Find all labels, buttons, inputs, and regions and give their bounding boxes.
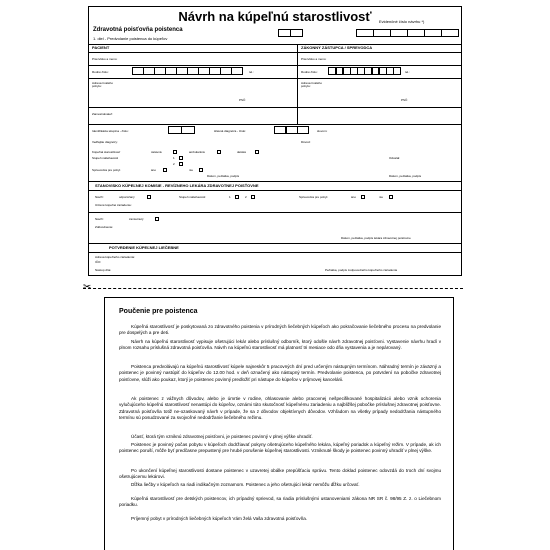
companion-ano-checkbox[interactable] — [163, 168, 167, 172]
diag-secondary-label: Hlavná diagnóza - číslo: — [214, 129, 247, 133]
companion-label: Sprievodca pre pobyt — [92, 168, 121, 172]
care-type-label: Kúpeľná starostlivosť — [92, 150, 121, 154]
patient-name-label: Priezvisko a meno: — [92, 57, 118, 61]
urg-confirm-label: Stupeň naliehavosti: — [179, 195, 207, 199]
ustavna-checkbox[interactable] — [173, 150, 177, 154]
insurer-label: Zdravotná poisťovňa poistenca — [93, 27, 183, 33]
urg-c1-label: 1 — [229, 195, 231, 199]
opt-zamietnuty-label: zamietnutý — [129, 217, 144, 221]
patient-psc-label: PSČ: — [239, 98, 247, 102]
date-sign-commission: Dátum, pečiatka, podpis lekára zdravotnej poisťovne — [341, 236, 411, 240]
part-label: 1. diel - Predvolanie poistenca do kúpeľov — [93, 36, 168, 41]
instructions-paragraph: Poistenec je povinný počas pobytu v kúpeľoch dodržiavať pokyny ošetrujúceho kúpeľného lekára, kúpeľný poriadok a kúpeľný režim. V prípade, ak ich poistenec poruší, môže byť predčasne prepustený pre hrubé porušenie kúpeľnej starostlivosti. Vzniknuté škody je poistenec povinný uhradiť v plnej výške. — [119, 442, 441, 454]
scissors-icon: ✂ — [83, 282, 92, 293]
urgency-1-checkbox[interactable] — [179, 156, 183, 160]
instructions-paragraph: Návrh na kúpeľnú starostlivosť vypisuje ošetrujúci lekár alebo príslušný odborník, ktorý odošle návrh zdravotnej poisťovni. Vystavenie návrhu hradí v plnom rozsahu príslušná zdravotná poisťovňa. Návrh na kúpeľnú starostlivosť má platnosť tri mesiace odo dňa vystavenia a je nepárovaný. — [119, 339, 441, 351]
instructions-paragraph: Kúpeľná starostlivosť pre detských poistencov, ich prípadný sprievod, sa riadia príslušnými ustanoveniami zákona NR SR č. 98/95 Z. z. o Liečebnom poriadku. — [119, 496, 441, 508]
patient-tel-label: tel.: — [249, 70, 254, 74]
ambulantna-checkbox[interactable] — [217, 150, 221, 154]
opt-ambulantna-label: ambulantná — [189, 150, 205, 154]
opt-odporucany-label: odporúčaný — [119, 195, 135, 199]
diag-main-cells[interactable] — [169, 126, 195, 134]
urgency-2-checkbox[interactable] — [179, 162, 183, 166]
urg-c2-checkbox[interactable] — [251, 195, 255, 199]
spa-facility-label: Určené kúpeľné zariadenie: — [95, 203, 132, 207]
companion-confirm-ano-checkbox[interactable] — [361, 195, 365, 199]
zamietnuty-checkbox[interactable] — [155, 217, 159, 221]
spa-proposal-form — [88, 6, 462, 276]
instructions-paragraph: Príjemný pobyt v prírodných liečebných kúpeľoch Vám želá Vaša zdravotná poisťovňa. — [131, 516, 308, 521]
instructions-paragraph: Ak poistenec z vážnych dôvodov, alebo je úmrtie v rodine, ohlasovanie alebo pracovnej nešpecifikované hospitalizácii alebo vznik ochorenia vylučujúceho kúpeľnú starostlivosť nenastúpi do kúpeľov, oznámi túto skutočnosť kúpeľnému zariadeniu a najbližšej pobočke príslušnej zdravotnej poisťovne. Zdravotná poisťovňa totiž ne-ozaskovaný návrh v prípade, že sa z dôvodov objektívnych dôvodov. Vzhľadom na všetky prípady nedodržania nástupného termínu sú posudzované za svojvoľné nedodržanie liečebného režimu. — [119, 396, 441, 421]
companion-confirm-ano-label: áno — [351, 195, 357, 199]
proposal-label: Návrh: — [95, 217, 104, 221]
date-sign-spa: Pečiatka, podpis zodpovedného kúpeľného zariadenia — [325, 268, 398, 272]
patient-birth-label: Rodné číslo: — [92, 70, 109, 74]
patient-header: PACIENT — [92, 45, 110, 50]
companion-confirm-nie-checkbox[interactable] — [389, 195, 393, 199]
diag-secondary-cells[interactable] — [275, 126, 309, 134]
companion-nie-checkbox[interactable] — [199, 168, 203, 172]
instructions-paragraph: Kúpeľná starostlivosť je poskytovaná zo zdravotného poistenia v prírodných liečebných kúpeľoch ako pokračovanie liečebného procesu na predvolanie pre dospelých a pre deti. — [119, 324, 441, 336]
date-sign-label-1: Dátum, pečiatka, podpis — [207, 174, 240, 178]
instructions-paragraph: Dĺžka liečby v kúpeľoch sa riadi indikačným zoznamom. Poistenec a jeho ošetrujúci lekár nemôžu dĺžku určovať. — [131, 482, 360, 487]
entry-label: Nástup dňa: — [95, 268, 112, 272]
urgency-1-label: 1 — [173, 156, 175, 160]
guardian-tel-label: tel.: — [405, 70, 410, 74]
guardian-psc-label: PSČ: — [401, 98, 409, 102]
employer-label: Zamestnávateľ: — [92, 112, 113, 116]
date-sign-label-2: Dátum, pečiatka, podpis — [389, 174, 422, 178]
diag-text-label: slovom: — [317, 129, 328, 133]
instructions-title: Poučenie pre poistenca — [119, 308, 198, 315]
companion-nie-label: nie — [189, 168, 194, 172]
diag-main-label: Identifikácia skupina - číslo: — [92, 129, 129, 133]
sent-label: Odoslal: — [389, 156, 401, 160]
evidence-number-cells[interactable] — [357, 29, 459, 37]
insurer-code-cells[interactable] — [279, 29, 303, 37]
confirm-header: POTVRDENIE KÚPEĽNEJ LIEČEBNE — [109, 245, 179, 250]
detska-checkbox[interactable] — [255, 150, 259, 154]
opt-ustavna-label: ústavná — [151, 150, 162, 154]
companion-confirm-nie-label: nie — [379, 195, 384, 199]
attached-label: Vedľajšie diagnózy: — [92, 140, 118, 144]
evidence-label: Evidenčné číslo návrhu *) — [379, 19, 425, 24]
urg-c2-label: 2 — [245, 195, 247, 199]
guardian-address-label: Adresa trvalého pobytu: — [301, 81, 323, 88]
urg-c1-checkbox[interactable] — [235, 195, 239, 199]
urgency-label: Stupeň naliehavosti — [92, 156, 119, 160]
companion-ano-label: áno — [151, 168, 157, 172]
ico-label: IČO: — [95, 260, 102, 264]
companion-confirm-label: Sprievodca pre pobyt: — [299, 195, 329, 199]
reasoning-label: Zdôvodnenie: — [95, 225, 114, 229]
urgency-2-label: 2 — [173, 162, 175, 166]
opinion-label: Návrh: — [95, 195, 104, 199]
instructions-paragraph: Účasť, ktorá tým vzniknú zdravotnej poisťovni, je poistenec povinný v plnej výške uhradiť. — [131, 434, 313, 439]
opt-detska-label: detská — [237, 150, 246, 154]
form-title: Návrh na kúpeľnú starostlivosť — [178, 9, 372, 24]
cut-line — [83, 288, 463, 289]
patient-birth-cells[interactable] — [133, 67, 243, 75]
instructions-paragraph: Po ukončení kúpeľnej starostlivosti dostane poistenec v uzavretej obálke prepúšťaciu správu. Tento doklad poistenec odovzdá do troch dní svojmu ošetrujúcemu lekárovi. — [119, 468, 441, 480]
instructions-paragraph: Poistenca predvolávajú na kúpeľnú starostlivosť kúpele najneskôr 5 pracovných dní pred určeným nástupným termínom. Náhradný termín je záväzný a poistenec je povinný nastúpiť do kúpeľov do 12.00 hod. v deň označený ako nástupný termín. Predvolanie poistenca, po potvrdení na pobočke zdravotnej poisťovne, slúži ako poukaz, ktorý je poistenec povinný predložiť pri nástupe do kúpeľov v príjmovej kancelárii. — [119, 364, 441, 382]
guardian-name-label: Priezvisko a meno: — [301, 57, 327, 61]
reason-label: Dôvod: — [301, 140, 311, 144]
commission-header: STANOVISKO KÚPEĽNEJ KOMISIE - REVÍZNEHO LEKÁRA ZDRAVOTNEJ POISŤOVNE — [95, 183, 259, 188]
guardian-birth-label: Rodné číslo: — [301, 70, 318, 74]
odporucany-checkbox[interactable] — [147, 195, 151, 199]
patient-address-label: Adresa trvalého pobytu: — [92, 81, 114, 88]
guardian-header: ZÁKONNÝ ZÁSTUPCA / SPREVODCA — [301, 45, 373, 50]
instructions-sheet — [104, 297, 454, 550]
arrival-label: Adresa kúpeľného zariadenia: — [95, 255, 135, 259]
guardian-birth-cells[interactable] — [329, 67, 401, 75]
